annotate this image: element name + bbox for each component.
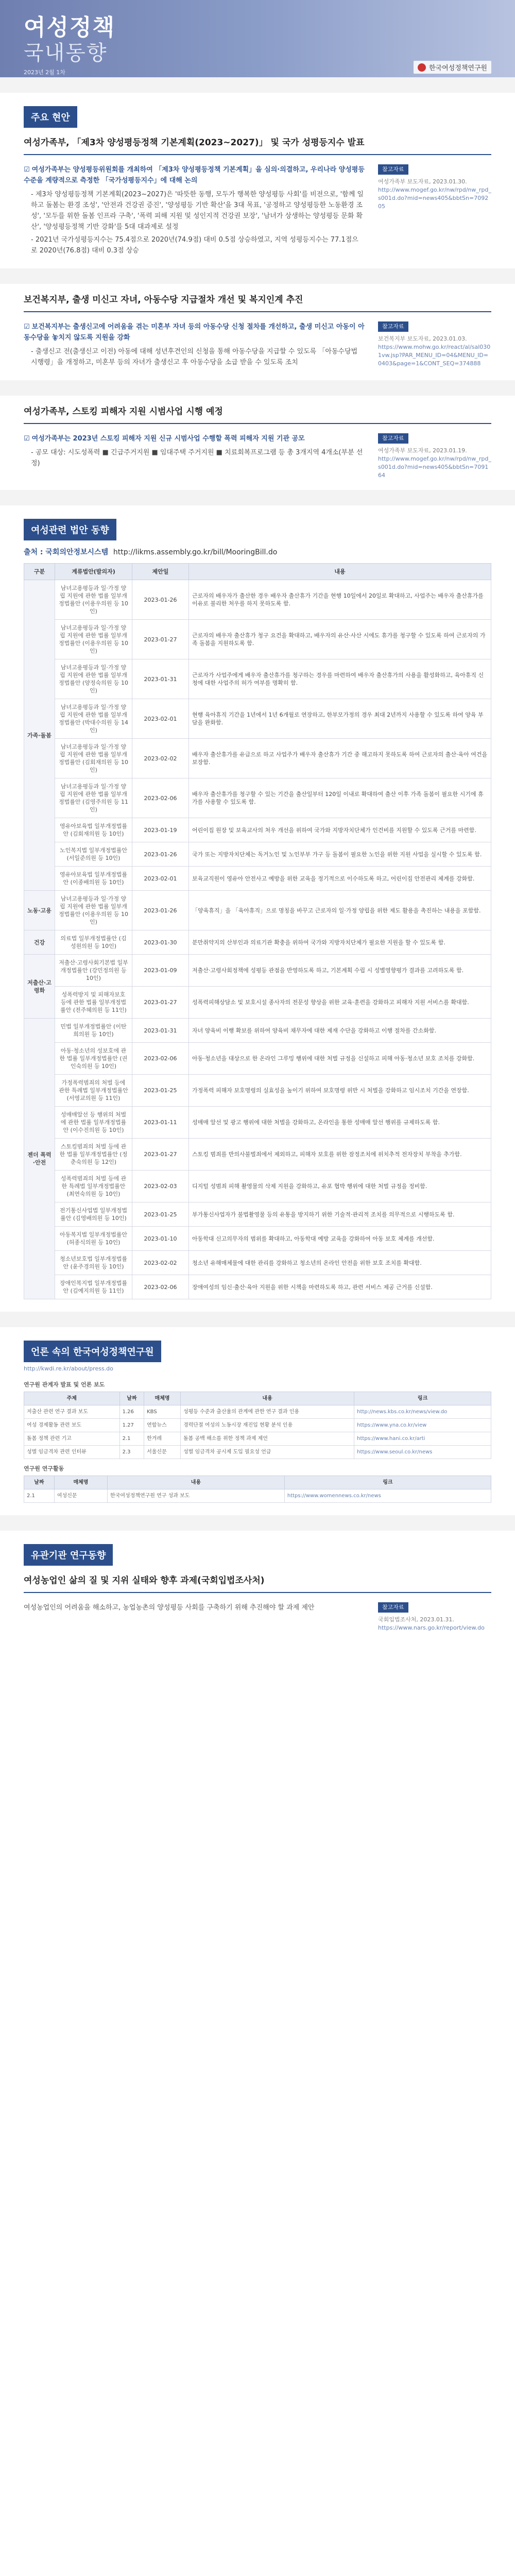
source-link[interactable]: http://www.mogef.go.kr/nw/rpd/nw_rpd_s001d.do?mid=news405&bbtSn=709205: [378, 187, 491, 210]
bill-name-cell: 남녀고용평등과 일·가정 양립 지원에 관한 법률 일부개정법률안 (김영주의원 등 11인): [55, 778, 132, 818]
source-tag: 참고자료: [378, 1602, 408, 1613]
table-row: [24, 987, 491, 1019]
bill-name-cell: 남녀고용평등과 일·가정 양립 지원에 관한 법률 일부개정법률안 (양정숙의원 등 10인): [55, 659, 132, 699]
bill-content-cell: 「양육휴직」을 「육아휴직」으로 명칭을 바꾸고 근로자의 일·가정 양립을 위한 제도 활용을 촉진하는 내용을 포함함.: [189, 891, 491, 930]
bill-date-cell: 2023-02-02: [132, 1251, 189, 1275]
bill-content-cell: 근로자의 배우자 출산휴가 청구 요건을 확대하고, 배우자의 유산·사산 시에도 휴가를 청구할 수 있도록 하여 근로자의 가족 돌봄을 지원하도록 함.: [189, 620, 491, 659]
table-row: [24, 1107, 491, 1139]
section-title: 여성가족부, 「제3차 양성평등정책 기본계획(2023~2027)」 및 국가 성평등지수 발표: [24, 128, 491, 155]
source-text: 국회입법조사처, 2023.01.31.: [378, 1616, 454, 1623]
lead-text: ☑ 보건복지부는 출생신고에 어려움을 겪는 미혼부 자녀 등의 아동수당 신청 절차를 개선하고, 출생 미신고 아동이 아동수당을 놓치지 않도록 지원을 강화: [24, 323, 365, 342]
news-caption: 연구원 연구활동: [24, 1465, 64, 1472]
bill-content-cell: 아동학대 신고의무자의 범위를 확대하고, 아동학대 예방 교육을 강화하여 아동 보호 체계를 개선함.: [189, 1227, 491, 1251]
org-name: 한국여성정책연구원: [428, 64, 487, 72]
table-row: [24, 1171, 491, 1202]
news-date-cell: 2.3: [119, 1446, 144, 1459]
table-row: [24, 1419, 491, 1432]
topic2-section: [0, 284, 515, 380]
category-cell: 저출산·고령화: [24, 955, 55, 1019]
table-row: [24, 955, 491, 987]
bill-content-cell: 저출산·고령사회정책에 성평등 관점을 반영하도록 하고, 기본계획 수립 시 성별영향평가 결과를 고려하도록 함.: [189, 955, 491, 987]
table-row: [24, 891, 491, 930]
table-row: [24, 778, 491, 818]
news-section: [0, 1327, 515, 1503]
table-row: [24, 1043, 491, 1075]
section-bar: 주요 현안: [24, 106, 77, 128]
bills-table: [24, 563, 491, 1299]
table-row: [24, 1075, 491, 1107]
bill-date-cell: 2023-01-26: [132, 580, 189, 620]
bills-source-link[interactable]: http://likms.assembly.go.kr/bill/MooringBill.do: [113, 548, 278, 556]
bill-name-cell: 성폭력방지 및 피해자보호 등에 관한 법률 일부개정법률안 (전주혜의원 등 11인): [55, 987, 132, 1019]
news-link[interactable]: http://kwdi.re.kr/about/press.do: [24, 1365, 113, 1372]
bill-name-cell: 전기통신사업법 일부개정법률안 (김영배의원 등 10인): [55, 1202, 132, 1227]
bill-content-cell: 성매매 알선 및 광고 행위에 대한 처벌을 강화하고, 온라인을 통한 성매매 알선 행위를 규제하도록 함.: [189, 1107, 491, 1139]
bill-content-cell: 가정폭력 피해자 보호명령의 실효성을 높이기 위하여 보호명령 위반 시 처벌을 강화하고 임시조치 기간을 연장함.: [189, 1075, 491, 1107]
table-row: [24, 1432, 491, 1446]
news-topic-cell: 여성 경제활동 관련 보도: [24, 1419, 120, 1432]
bill-content-cell: 국가 또는 지방자치단체는 독거노인 및 노인부부 가구 등 돌봄이 필요한 노인을 위한 지원 사업을 실시할 수 있도록 함.: [189, 842, 491, 867]
bill-name-cell: 영유아보육법 일부개정법률안 (김회재의원 등 10인): [55, 818, 132, 842]
news-topic-cell: 저출산 관련 연구 결과 보도: [24, 1405, 120, 1419]
bill-content-cell: 청소년 유해매체물에 대한 관리를 강화하고 청소년의 온라인 안전을 위한 보호 조치를 확대함.: [189, 1251, 491, 1275]
bill-content-cell: 장애여성의 임신·출산·육아 지원을 위한 시책을 마련하도록 하고, 관련 서비스 제공 근거를 신설함.: [189, 1275, 491, 1299]
table-row: [24, 818, 491, 842]
news-content-cell: 한국여성정책연구원 연구 성과 보도: [108, 1489, 285, 1503]
news-date-cell: 1.26: [119, 1405, 144, 1419]
check-icon: ☑: [24, 323, 30, 331]
source-link[interactable]: https://www.mohw.go.kr/react/al/sal0301vw.jsp?PAR_MENU_ID=04&MENU_ID=0403&page=1&CONT_SEQ=374888: [378, 344, 491, 367]
page-subtitle: 국내동향: [24, 41, 108, 65]
bill-date-cell: 2023-01-11: [132, 1107, 189, 1139]
news-link-cell[interactable]: https://www.yna.co.kr/view: [354, 1419, 491, 1432]
topic-title: 여성가족부, 스토킹 피해자 지원 시범사업 시행 예정: [24, 396, 491, 424]
section-bar: 언론 속의 한국여성정책연구원: [24, 1341, 161, 1362]
bill-name-cell: 성폭력범죄의 처벌 등에 관한 특례법 일부개정법률안 (최연숙의원 등 10인): [55, 1171, 132, 1202]
news-content-cell: 경력단절 여성의 노동시장 재진입 현황 분석 인용: [180, 1419, 354, 1432]
bill-date-cell: 2023-01-31: [132, 1019, 189, 1043]
spacer: [0, 77, 515, 93]
table-row: [24, 1202, 491, 1227]
source-box: [378, 321, 491, 370]
page-title: 여성정책: [24, 14, 116, 41]
news-media-cell: 연합뉴스: [144, 1419, 181, 1432]
bill-date-cell: 2023-02-06: [132, 1275, 189, 1299]
table-row: [24, 1251, 491, 1275]
org-logo: [414, 61, 491, 74]
section-bar: 유관기관 연구동향: [24, 1544, 113, 1566]
bullet-item: - 출생신고 전(출생신고 이전) 아동에 대해 성년후견인의 신청을 통해 아동수당을 지급할 수 있도록 「아동수당법 시행령」을 개정하고, 미혼부 등의 자녀가 출생신고 후 아동수당을 소급 받을 수 있도록 조치: [31, 348, 358, 366]
bill-name-cell: 가정폭력범죄의 처벌 등에 관한 특례법 일부개정법률안 (서영교의원 등 11인): [55, 1075, 132, 1107]
bill-date-cell: 2023-01-26: [132, 842, 189, 867]
lead-text: ☑ 여성가족부는 양성평등위원회를 개최하여 「제3차 양성평등정책 기본계획」을 심의·의결하고, 우리나라 양성평등 수준을 계량적으로 측정한 「국가성평등지수」에 대해 논의: [24, 166, 365, 184]
news-media-cell: KBS: [144, 1405, 181, 1419]
news-topic-cell: 돌봄 정책 관련 기고: [24, 1432, 120, 1446]
news-table-2: [24, 1476, 491, 1503]
footer-space: [0, 1642, 515, 1663]
news-link-cell[interactable]: https://www.hani.co.kr/arti: [354, 1432, 491, 1446]
table-row: [24, 659, 491, 699]
bill-date-cell: 2023-01-30: [132, 930, 189, 955]
table-row: [24, 580, 491, 620]
issue-date: 2023년 2월 1차: [24, 69, 65, 76]
news-date-cell: 2.1: [119, 1432, 144, 1446]
source-link[interactable]: https://www.nars.go.kr/report/view.do: [378, 1624, 485, 1631]
lead-text: 여성농업인의 어려움을 해소하고, 농업농촌의 양성평등 사회를 구축하기 위해 추진해야 할 과제 제안: [24, 1604, 315, 1612]
col-header: 계류법안(발의자): [55, 564, 132, 580]
kwdi-logo-icon: [418, 63, 426, 72]
bill-name-cell: 남녀고용평등과 일·가정 양립 지원에 관한 법률 일부개정법률안 (이용우의원 등 10인): [55, 891, 132, 930]
bill-name-cell: 아동복지법 일부개정법률안 (허종식의원 등 10인): [55, 1227, 132, 1251]
bill-date-cell: 2023-01-25: [132, 1202, 189, 1227]
category-cell: 가족·돌봄: [24, 580, 55, 891]
news-media-cell: 서울신문: [144, 1446, 181, 1459]
source-box: [378, 433, 491, 480]
bill-content-cell: 보육교직원이 영유아 안전사고 예방을 위한 교육을 정기적으로 이수하도록 하고, 어린이집 안전관리 체계를 강화함.: [189, 867, 491, 891]
check-icon: ☑: [24, 166, 30, 174]
news-table: [24, 1392, 491, 1459]
spacer: [0, 268, 515, 284]
bill-date-cell: 2023-02-01: [132, 867, 189, 891]
col-header: 매체명: [54, 1476, 107, 1489]
bill-date-cell: 2023-01-26: [132, 891, 189, 930]
table-row: [24, 1139, 491, 1171]
table-row: [24, 1275, 491, 1299]
bill-name-cell: 스토킹범죄의 처벌 등에 관한 법률 일부개정법률안 (정춘숙의원 등 12인): [55, 1139, 132, 1171]
check-icon: ☑: [24, 435, 30, 443]
col-header: 내용: [180, 1392, 354, 1405]
bill-name-cell: 장애인복지법 일부개정법률안 (김예지의원 등 11인): [55, 1275, 132, 1299]
news-content-cell: 성평등 수준과 출산율의 관계에 관한 연구 결과 인용: [180, 1405, 354, 1419]
bullet-item: - 공모 대상: 시도성폭력 ■ 긴급주거지원 ■ 임대주택 주거지원 ■ 치료회복프로그램 등 총 3개지역 4개소(부분 선정): [31, 449, 363, 467]
news-media-cell: 한겨레: [144, 1432, 181, 1446]
bills-source: 출처 : 국회의안정보시스템 http://likms.assembly.go.kr/bill/MooringBill.do: [24, 548, 278, 556]
bill-content-cell: 스토킹 범죄를 반의사불벌죄에서 제외하고, 피해자 보호를 위한 잠정조치에 위치추적 전자장치 부착을 추가함.: [189, 1139, 491, 1171]
col-header: 날짜: [24, 1476, 55, 1489]
bill-name-cell: 남녀고용평등과 일·가정 양립 지원에 관한 법률 일부개정법률안 (이용우의원 등 10인): [55, 580, 132, 620]
bill-date-cell: 2023-02-06: [132, 1043, 189, 1075]
source-text: 보건복지부 보도자료, 2023.01.03.: [378, 335, 467, 342]
table-row: [24, 1489, 491, 1503]
bill-content-cell: 디지털 성범죄 피해 촬영물의 삭제 지원을 강화하고, 유포 협박 행위에 대한 처벌 규정을 정비함.: [189, 1171, 491, 1202]
col-header: 주제: [24, 1392, 120, 1405]
category-cell: 건강: [24, 930, 55, 955]
section-title: 여성농업인 삶의 질 및 지위 실태와 향후 과제(국회입법조사처): [24, 1566, 491, 1593]
bill-content-cell: 근로자가 사업주에게 배우자 출산휴가를 청구하는 경우를 마련하여 배우자 출산휴가의 사용을 활성화하고, 육아휴직 신청에 대한 사업주의 허가 여부를 명확히 함.: [189, 659, 491, 699]
spacer: [0, 1515, 515, 1531]
col-header: 링크: [354, 1392, 491, 1405]
source-text: 여성가족부 보도자료, 2023.01.19.: [378, 447, 467, 454]
news-topic-cell: 성별 임금격차 관련 인터뷰: [24, 1446, 120, 1459]
bill-name-cell: 저출산·고령사회기본법 일부개정법률안 (강민정의원 등 10인): [55, 955, 132, 987]
table-row: [24, 699, 491, 739]
news-date-cell: 2.1: [24, 1489, 55, 1503]
bill-content-cell: 배우자 출산휴가를 청구할 수 있는 기간을 출산일부터 120일 이내로 확대하여 출산 이후 가족 돌봄이 필요한 시기에 휴가를 사용할 수 있도록 함.: [189, 778, 491, 818]
bill-content-cell: 현행 육아휴직 기간을 1년에서 1년 6개월로 연장하고, 한부모가정의 경우 최대 2년까지 사용할 수 있도록 하여 양육 부담을 완화함.: [189, 699, 491, 739]
news-content-cell: 성별 임금격차 공시제 도입 필요성 언급: [180, 1446, 354, 1459]
bill-date-cell: 2023-02-03: [132, 1171, 189, 1202]
table-row: [24, 1019, 491, 1043]
topic3-section: [0, 396, 515, 490]
bill-name-cell: 민법 일부개정법률안 (이탄희의원 등 10인): [55, 1019, 132, 1043]
category-cell: 젠더 폭력·안전: [24, 1019, 55, 1299]
bill-content-cell: 부가통신사업자가 불법촬영물 등의 유통을 방지하기 위한 기술적·관리적 조치를 의무적으로 시행하도록 함.: [189, 1202, 491, 1227]
bill-date-cell: 2023-01-25: [132, 1075, 189, 1107]
table-row: [24, 1405, 491, 1419]
bill-content-cell: 분만취약지의 산부인과 의료기관 확충을 위하여 국가와 지방자치단체가 필요한 지원을 할 수 있도록 함.: [189, 930, 491, 955]
bill-name-cell: 아동·청소년의 성보호에 관한 법률 일부개정법률안 (권인숙의원 등 10인): [55, 1043, 132, 1075]
bill-content-cell: 자녀 양육비 이행 확보를 위하여 양육비 채무자에 대한 제재 수단을 강화하고 이행 절차를 간소화함.: [189, 1019, 491, 1043]
source-link[interactable]: http://www.mogef.go.kr/nw/rpd/nw_rpd_s001d.do?mid=news405&bbtSn=709164: [378, 455, 491, 479]
bills-section: [0, 505, 515, 1299]
table-row: [24, 1446, 491, 1459]
spacer: [0, 490, 515, 505]
category-cell: 노동·고용: [24, 891, 55, 930]
bill-date-cell: 2023-01-19: [132, 818, 189, 842]
bill-content-cell: 아동·청소년을 대상으로 한 온라인 그루밍 행위에 대한 처벌 규정을 신설하고 피해 아동·청소년 보호 조치를 강화함.: [189, 1043, 491, 1075]
bill-content-cell: 배우자 출산휴가를 유급으로 하고 사업주가 배우자 출산휴가 기간 중 해고하지 못하도록 하여 근로자의 출산·육아 여건을 보장함.: [189, 739, 491, 778]
news-date-cell: 1.27: [119, 1419, 144, 1432]
source-tag: 참고자료: [378, 321, 408, 332]
spacer: [0, 1312, 515, 1327]
news-media-cell: 여성신문: [54, 1489, 107, 1503]
spacer: [0, 380, 515, 396]
source-text: 여성가족부 보도자료, 2023.01.30.: [378, 178, 467, 185]
related-section: [0, 1531, 515, 1642]
source-tag: 참고자료: [378, 164, 408, 175]
bill-date-cell: 2023-01-27: [132, 1139, 189, 1171]
news-link-cell[interactable]: https://www.seoul.co.kr/news: [354, 1446, 491, 1459]
news-caption: 연구원 관계자 발표 및 언론 보도: [24, 1381, 105, 1388]
main-issue-section: [0, 93, 515, 268]
bill-name-cell: 성매매알선 등 행위의 처벌에 관한 법률 일부개정법률안 (이수진의원 등 10인): [55, 1107, 132, 1139]
bullet-item: - 2021년 국가성평등지수는 75.4점으로 2020년(74.9점) 대비 0.5점 상승하였고, 지역 성평등지수는 77.1점으로 2020년(76.8점) 대비 0.3점 상승: [31, 236, 358, 255]
bill-name-cell: 남녀고용평등과 일·가정 양립 지원에 관한 법률 일부개정법률안 (김회재의원 등 10인): [55, 739, 132, 778]
bill-content-cell: 근로자의 배우자가 출산한 경우 배우자 출산휴가 기간을 현행 10일에서 20일로 확대하고, 사업주는 배우자 출산휴가를 이유로 불리한 처우를 하지 못하도록 함.: [189, 580, 491, 620]
col-header: 제안일: [132, 564, 189, 580]
table-row: [24, 867, 491, 891]
bill-date-cell: 2023-02-01: [132, 699, 189, 739]
bill-name-cell: 노인복지법 일부개정법률안 (서일준의원 등 10인): [55, 842, 132, 867]
lead-text: ☑ 여성가족부는 2023년 스토킹 피해자 지원 신규 시범사업 수행할 폭력 피해자 지원 기관 공모: [24, 435, 305, 443]
table-row: [24, 739, 491, 778]
bill-date-cell: 2023-02-06: [132, 778, 189, 818]
bill-name-cell: 의료법 일부개정법률안 (김성원의원 등 10인): [55, 930, 132, 955]
table-row: [24, 842, 491, 867]
bill-name-cell: 청소년보호법 일부개정법률안 (윤주경의원 등 10인): [55, 1251, 132, 1275]
bullet-item: - 제3차 양성평등정책 기본계획(2023~2027)은 '따뜻한 동행, 모두가 행복한 양성평등 사회'를 비전으로, '함께 일하고 돌봄는 환경 조성', '안전과 건강권 증진', '양성평등 기반 확산'을 3대 목표, '공정하고 양성평등한 노동환경 조성', '모두를 위한 돌봄 인프라 구축', '폭력 피해 지원 및 성인지적 건강권 보장', '남녀가 상생하는 양성평등 문화 확산', '양성평등정책 기반 강화'를 5대 대과제로 설정: [31, 191, 364, 231]
bill-date-cell: 2023-01-31: [132, 659, 189, 699]
bill-date-cell: 2023-01-10: [132, 1227, 189, 1251]
bill-date-cell: 2023-01-09: [132, 955, 189, 987]
bill-name-cell: 남녀고용평등과 일·가정 양립 지원에 관한 법률 일부개정법률안 (박대수의원 등 14인): [55, 699, 132, 739]
col-header: 내용: [189, 564, 491, 580]
bill-date-cell: 2023-02-02: [132, 739, 189, 778]
bill-date-cell: 2023-01-27: [132, 620, 189, 659]
news-link-cell[interactable]: http://news.kbs.co.kr/news/view.do: [354, 1405, 491, 1419]
bill-content-cell: 성폭력피해상담소 및 보호시설 종사자의 전문성 향상을 위한 교육·훈련을 강화하고 피해자 지원 서비스를 확대함.: [189, 987, 491, 1019]
col-header: 링크: [284, 1476, 491, 1489]
table-row: [24, 1227, 491, 1251]
bill-content-cell: 어린이집 원장 및 보육교사의 처우 개선을 위하여 국가와 지방자치단체가 인건비를 지원할 수 있도록 근거를 마련함.: [189, 818, 491, 842]
table-row: [24, 930, 491, 955]
table-row: [24, 620, 491, 659]
col-header: 날짜: [119, 1392, 144, 1405]
col-header: 구분: [24, 564, 55, 580]
source-tag: 참고자료: [378, 433, 408, 444]
source-box: [378, 164, 491, 258]
bill-name-cell: 남녀고용평등과 일·가정 양립 지원에 관한 법률 일부개정법률안 (이용우의원 등 10인): [55, 620, 132, 659]
news-content-cell: 돌봄 공백 해소를 위한 정책 과제 제언: [180, 1432, 354, 1446]
bill-date-cell: 2023-01-27: [132, 987, 189, 1019]
news-link-cell[interactable]: https://www.womennews.co.kr/news: [284, 1489, 491, 1503]
page-header: [0, 0, 515, 77]
bill-name-cell: 영유아보육법 일부개정법률안 (이종배의원 등 10인): [55, 867, 132, 891]
section-bar: 여성관련 법안 동향: [24, 519, 116, 540]
source-box: [378, 1602, 491, 1632]
col-header: 매체명: [144, 1392, 181, 1405]
topic-title: 보건복지부, 출생 미신고 자녀, 아동수당 지급절차 개선 및 복지인계 추진: [24, 284, 491, 312]
col-header: 내용: [108, 1476, 285, 1489]
